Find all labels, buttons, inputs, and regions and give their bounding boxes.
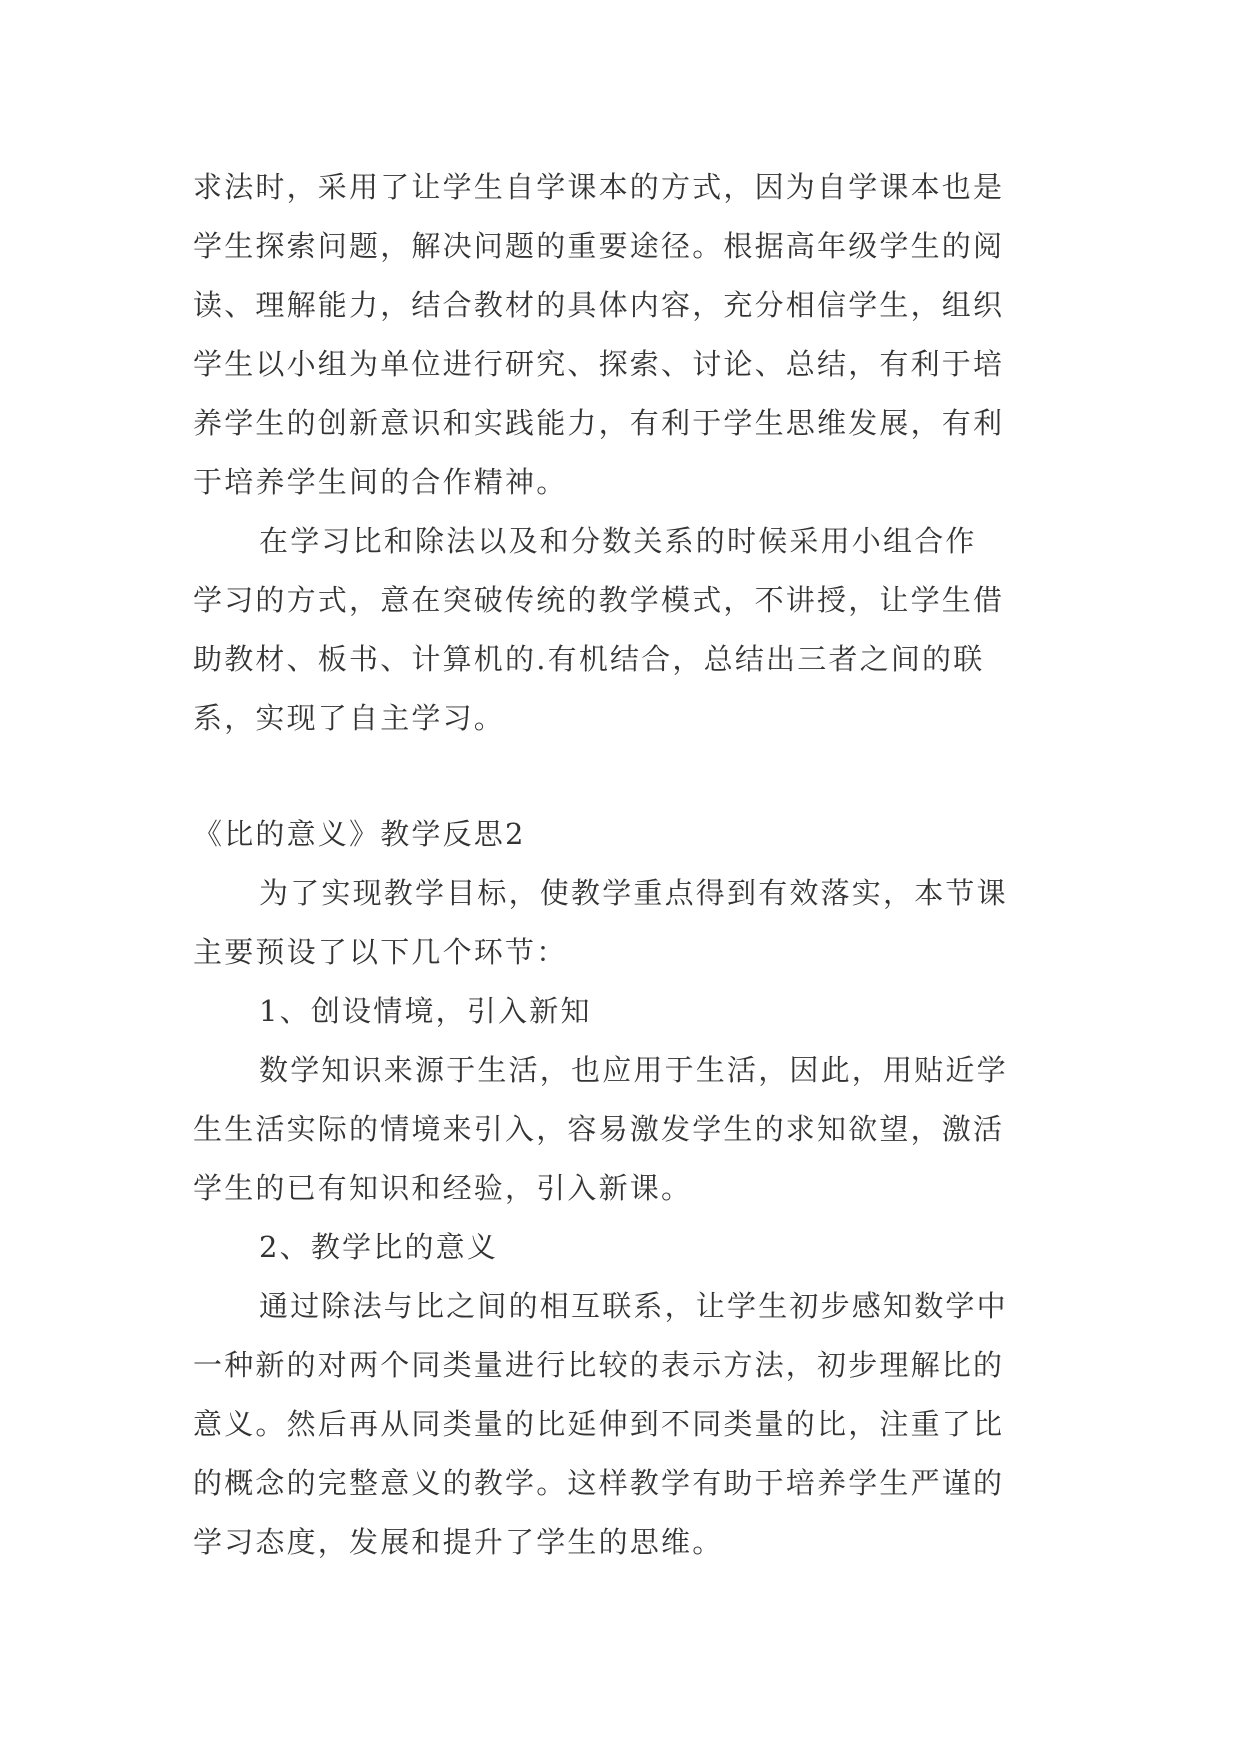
text-line: 求法时，采用了让学生自学课本的方式，因为自学课本也是 (193, 170, 1005, 204)
text-line: 为了实现教学目标，使教学重点得到有效落实，本节课 (259, 876, 1008, 910)
text-line: 主要预设了以下几个环节： (193, 935, 568, 969)
intro-paragraph (193, 864, 1053, 982)
text-line: 生生活实际的情境来引入，容易激发学生的求知欲望，激活 (193, 1112, 1005, 1146)
text-line: 读、理解能力，结合教材的具体内容，充分相信学生，组织 (193, 288, 1005, 322)
step-2-paragraph (193, 1277, 1053, 1572)
text-line: 在学习比和除法以及和分数关系的时候采用小组合作 (259, 524, 977, 558)
text-line: 一种新的对两个同类量进行比较的表示方法，初步理解比的 (193, 1348, 1005, 1382)
text-line: 的概念的完整意义的教学。这样教学有助于培养学生严谨的 (193, 1466, 1005, 1500)
text-line: 于培养学生间的合作精神。 (193, 465, 568, 499)
text-line: 学生的已有知识和经验，引入新课。 (193, 1171, 693, 1205)
text-line: 养学生的创新意识和实践能力，有利于学生思维发展，有利 (193, 406, 1005, 440)
text-line: 意义。然后再从同类量的比延伸到不同类量的比，注重了比 (193, 1407, 1005, 1441)
step-heading: 2、教学比的意义 (259, 1230, 499, 1264)
paragraph-1 (193, 158, 1053, 512)
section-spacer (193, 748, 1053, 805)
text-line: 学习态度，发展和提升了学生的思维。 (193, 1525, 724, 1559)
paragraph-2 (193, 512, 1053, 748)
text-line: 助教材、板书、计算机的.有机结合，总结出三者之间的联 (193, 642, 985, 676)
step-heading: 1、创设情境，引入新知 (259, 994, 592, 1028)
text-line: 学生探索问题，解决问题的重要途径。根据高年级学生的阅 (193, 229, 1005, 263)
document-page (193, 158, 1053, 1572)
text-line: 通过除法与比之间的相互联系，让学生初步感知数学中 (259, 1289, 1008, 1323)
step-1-paragraph (193, 1041, 1053, 1218)
text-line: 系，实现了自主学习。 (193, 701, 506, 735)
text-line: 数学知识来源于生活，也应用于生活，因此，用贴近学 (259, 1053, 1008, 1087)
text-line: 学习的方式，意在突破传统的教学模式，不讲授，让学生借 (193, 583, 1005, 617)
text-line: 学生以小组为单位进行研究、探索、讨论、总结，有利于培 (193, 347, 1005, 381)
section-title: 《比的意义》教学反思2 (193, 817, 526, 851)
